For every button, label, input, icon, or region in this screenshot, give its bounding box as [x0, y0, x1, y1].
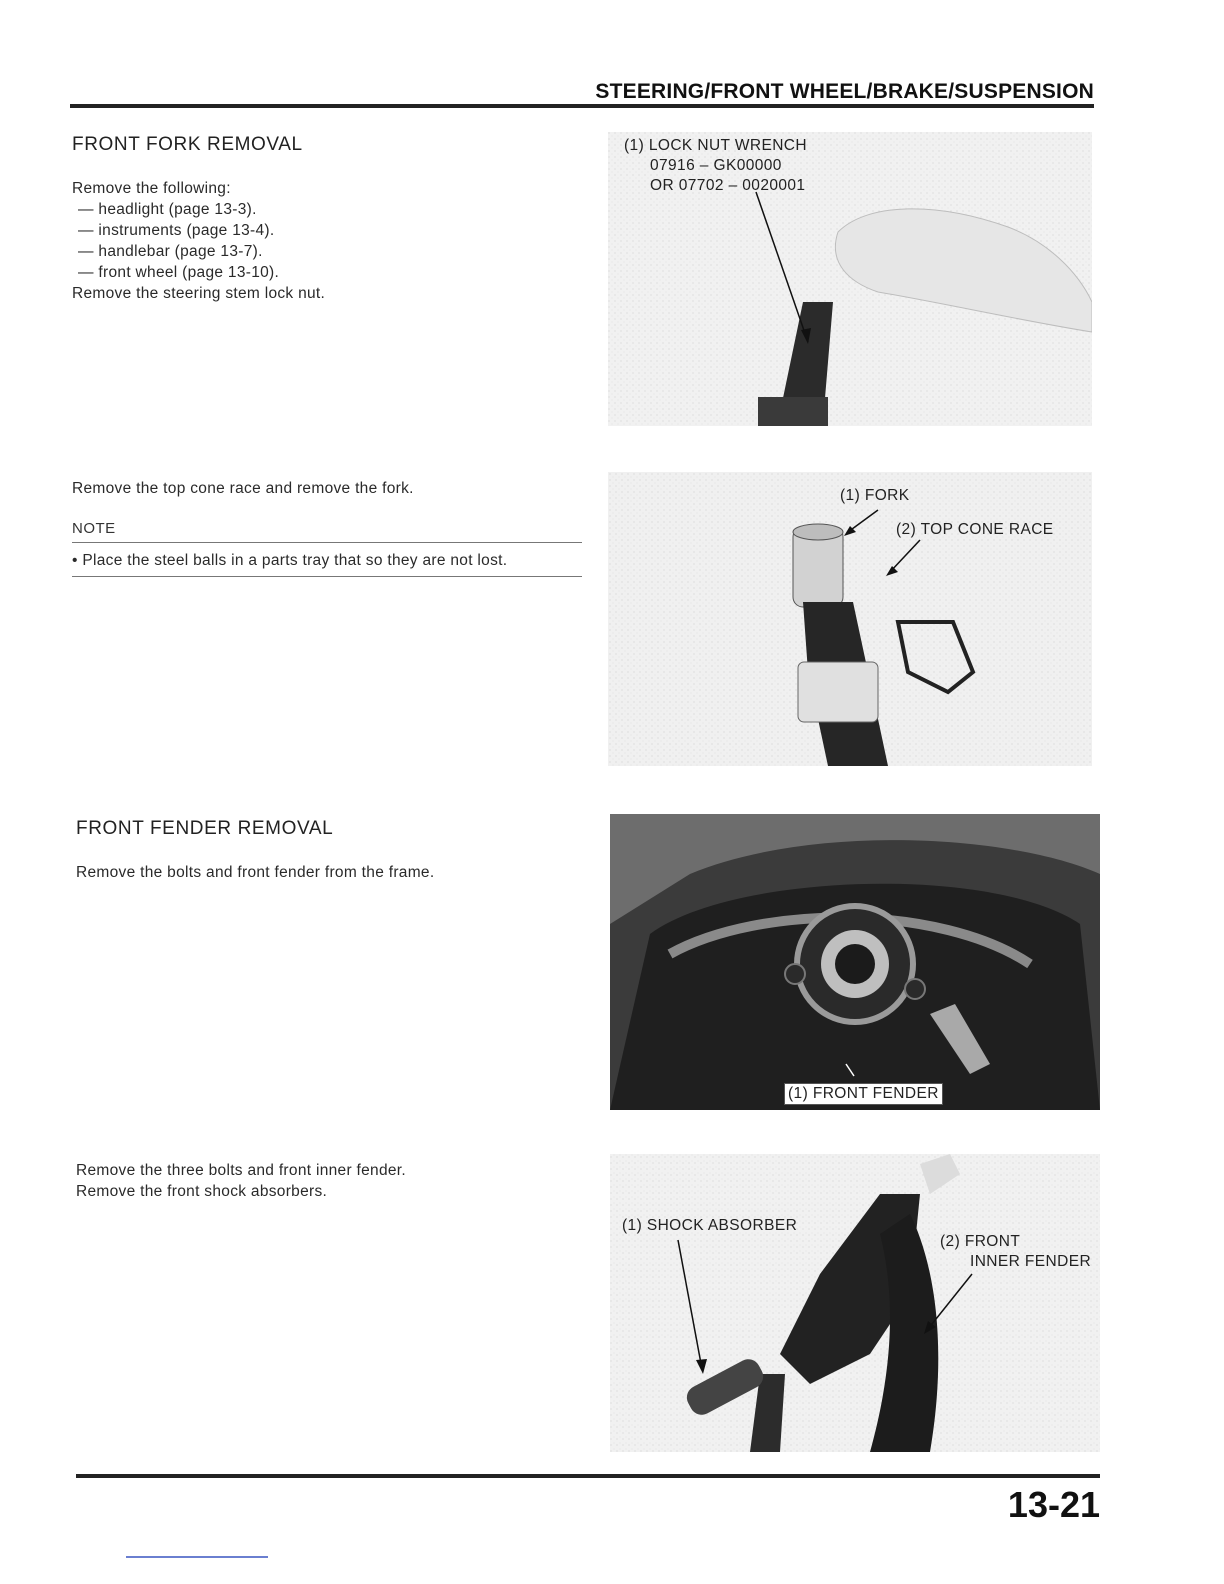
list-item: — handlebar (page 13-7). [72, 241, 325, 262]
callout-lock-nut-wrench [624, 136, 807, 196]
fork-removal-outro: Remove the steering stem lock nut. [72, 285, 326, 302]
fork-removal-intro: Remove the following: [72, 180, 231, 197]
list-item: — instruments (page 13-4). [72, 220, 325, 241]
fork-top-cone-illustration [608, 472, 1092, 766]
note-label: NOTE [72, 520, 116, 537]
callout-line: INNER FENDER [970, 1253, 1092, 1270]
fender-removal-text: Remove the bolts and front fender from the frame. [76, 864, 435, 881]
shock-removal-line1: Remove the three bolts and front inner fender. [76, 1162, 407, 1179]
shock-removal-line2: Remove the front shock absorbers. [76, 1183, 328, 1200]
front-fender-photo [610, 814, 1100, 1110]
top-cone-text: Remove the top cone race and remove the fork. [72, 480, 414, 497]
callout-line: OR 07702 – 0020001 [650, 177, 806, 194]
note-bottom-rule [72, 576, 582, 577]
note-top-rule [72, 542, 582, 543]
callout-top-cone-race: (2) TOP CONE RACE [896, 521, 1054, 538]
page-number: 13-21 [1007, 1484, 1100, 1525]
section-title-front-fork-removal: FRONT FORK REMOVAL [72, 134, 303, 155]
fork-removal-list [72, 199, 325, 283]
note-item: • Place the steel balls in a parts tray that so they are not lost. [72, 552, 507, 570]
fork-top-cone-photo [608, 472, 1092, 766]
callout-shock-absorber: (1) SHOCK ABSORBER [622, 1217, 798, 1234]
callout-front-fender: (1) FRONT FENDER [784, 1083, 943, 1105]
section-title-front-fender-removal: FRONT FENDER REMOVAL [76, 818, 334, 839]
footer-link-underline [126, 1556, 268, 1558]
callout-line: 07916 – GK00000 [650, 157, 782, 174]
list-item: — headlight (page 13-3). [72, 199, 325, 220]
shock-absorber-illustration [610, 1154, 1100, 1452]
lock-nut-wrench-photo [608, 132, 1092, 426]
shock-removal-text-block [76, 1160, 406, 1202]
callout-line: (1) LOCK NUT WRENCH [624, 137, 807, 154]
callout-front-inner-fender [940, 1232, 1091, 1272]
front-fender-illustration [610, 814, 1100, 1110]
callout-line: (2) FRONT [940, 1233, 1021, 1250]
shock-absorber-photo [610, 1154, 1100, 1452]
page-header-title: STEERING/FRONT WHEEL/BRAKE/SUSPENSION [595, 80, 1094, 103]
callout-fork: (1) FORK [840, 487, 910, 504]
fork-removal-text-block [72, 178, 325, 304]
header-rule [70, 104, 1094, 108]
list-item: — front wheel (page 13-10). [72, 262, 325, 283]
footer-rule [76, 1474, 1100, 1478]
